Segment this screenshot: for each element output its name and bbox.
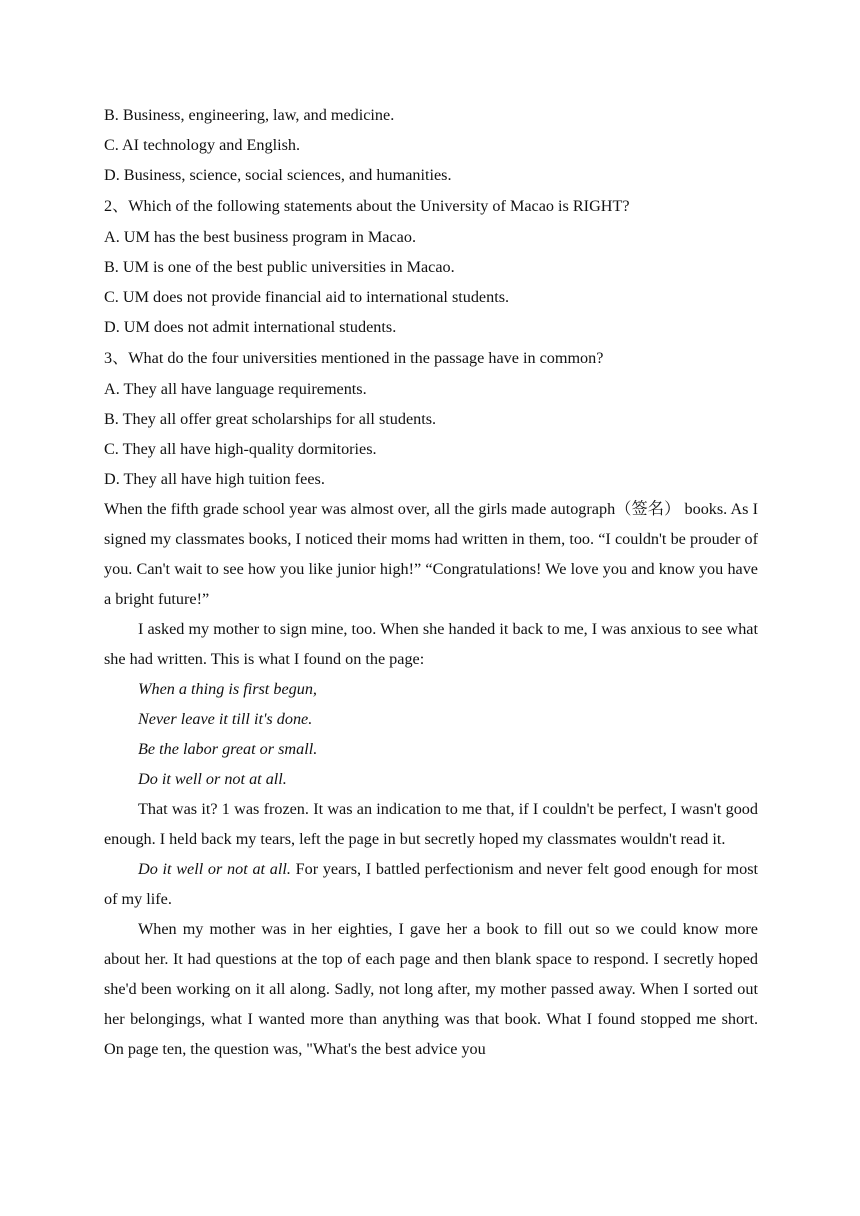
passage-paragraph-3: That was it? 1 was frozen. It was an indication to me that, if I couldn't be perfect, I wasn't good enough. I held back my tears, left the page in but secretly hoped my classmates wouldn't read it. — [104, 800, 758, 848]
passage-paragraph-4 — [104, 854, 758, 914]
q3-option-d: D. They all have high tuition fees. — [104, 470, 325, 488]
q3-option-b: B. They all offer great scholarships for all students. — [104, 410, 437, 428]
q2-option-a: A. UM has the best business program in Macao. — [104, 228, 417, 246]
document-content — [104, 100, 758, 1064]
paragraph-4-text: For years, I battled perfectionism and never felt good enough for most of my life. — [104, 860, 758, 908]
passage-paragraph-1: When the fifth grade school year was almost over, all the girls made autograph（签名） books. As I signed my classmates books, I noticed their moms had written in them, too. “I couldn't be prouder of you. Can't wait to see how you like junior high!” “Congratulations! We love you and know you have a bright future!” — [104, 500, 758, 608]
q3-option-c: C. They all have high-quality dormitories. — [104, 440, 377, 458]
passage-paragraph-2: I asked my mother to sign mine, too. When she handed it back to me, I was anxious to see what she had written. This is what I found on the page: — [104, 620, 758, 668]
passage-paragraph-5: When my mother was in her eighties, I gave her a book to fill out so we could know more about her. It had questions at the top of each page and then blank space to respond. I secretly hoped she'd been working on it all along. Sadly, not long after, my mother passed away. When I sorted out her belongings, what I wanted more than anything was that book. What I found stopped me short. On page ten, the question was, "What's the best advice you — [104, 920, 758, 1058]
q2-option-d: D. UM does not admit international students. — [104, 318, 397, 336]
paragraph-4-italic-quote: Do it well or not at all. — [138, 860, 291, 878]
question-3-stem: 3、What do the four universities mentioned in the passage have in common? — [104, 349, 604, 367]
q2-option-c: C. UM does not provide financial aid to international students. — [104, 288, 510, 306]
poem-line-3: Be the labor great or small. — [138, 740, 318, 758]
poem-line-4: Do it well or not at all. — [138, 770, 287, 788]
question-2-stem: 2、Which of the following statements about the University of Macao is RIGHT? — [104, 197, 630, 215]
q1-option-c: C. AI technology and English. — [104, 136, 301, 154]
q1-option-b: B. Business, engineering, law, and medicine. — [104, 106, 395, 124]
q2-option-b: B. UM is one of the best public universities in Macao. — [104, 258, 455, 276]
poem-line-1: When a thing is first begun, — [138, 680, 317, 698]
poem-line-2: Never leave it till it's done. — [138, 710, 313, 728]
q1-option-d: D. Business, science, social sciences, and humanities. — [104, 166, 452, 184]
q3-option-a: A. They all have language requirements. — [104, 380, 367, 398]
